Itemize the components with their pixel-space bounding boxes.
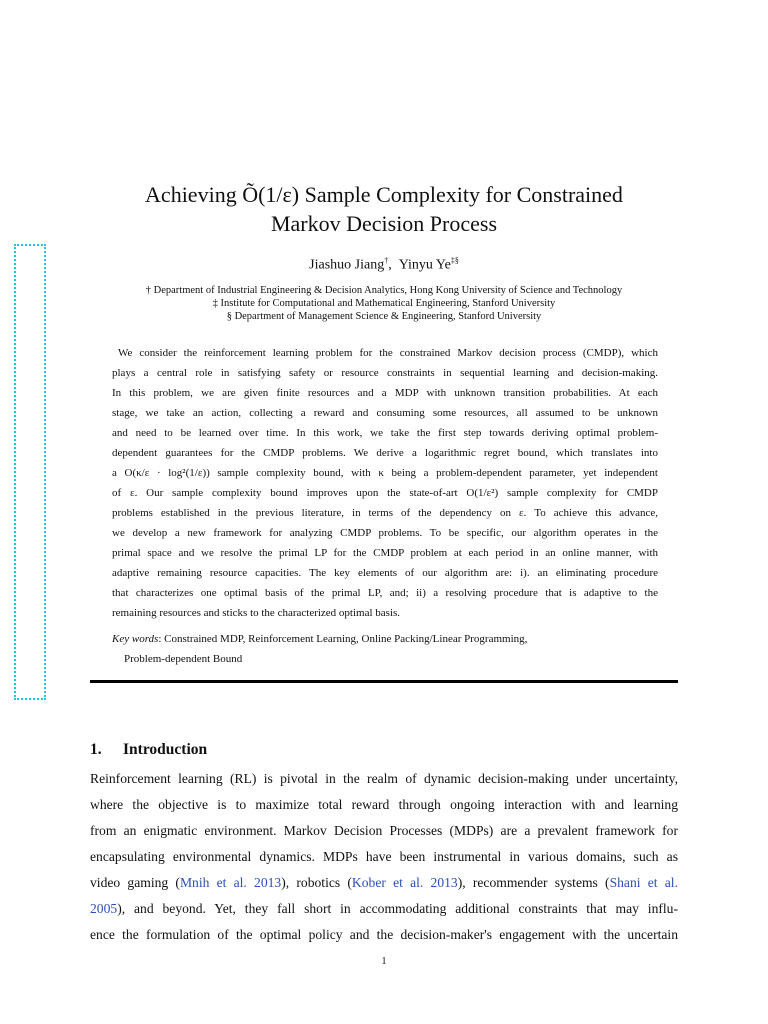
author-mark: ‡§ [450,256,459,265]
page-number: 1 [381,956,387,967]
abstract-line: problems established in the previous literature, in terms of the dependency on ε. To achieve this advance, [112,507,658,519]
body-line: where the objective is to maximize total reward through ongoing interaction with and learning [90,797,678,812]
abstract [112,343,658,623]
keywords [112,629,672,669]
body-line [90,896,678,922]
citation-link[interactable]: Shani et al. [609,875,678,890]
abstract-line: primal space and we resolve the primal LP for the CMDP problem at each period in an online manner, with [112,547,658,559]
citation-link[interactable]: Mnih et al. 2013 [179,875,282,890]
abstract-line: that characterizes one optimal basis of the primal LP, and; ii) a resolving procedure that is adaptive to the [112,587,658,599]
abstract-line: plays a central role in satisfying safety or resource constraints in sequential learning and decision-making. [112,367,658,379]
author-name: Jiashuo Jiang [309,257,385,273]
author-name: Yinyu Ye [398,257,451,273]
abstract-line: dependent guarantees for the CMDP problems. We derive a logarithmic regret bound, which translates into [112,447,658,459]
keywords-label: Key words [112,633,159,645]
introduction-body [90,766,678,948]
section-divider [90,680,678,683]
margin-frame [14,244,46,700]
abstract-line: of ε. Our sample complexity bound improves upon the state-of-art O(1/ε²) sample complexity for CMDP [112,487,658,499]
abstract-line: a O(κ/ε · log²(1/ε)) sample complexity bound, with κ being a problem-dependent parameter, yet independent [112,467,658,479]
abstract-line: We consider the reinforcement learning problem for the constrained Markov decision process (CMDP), which [118,347,658,359]
section-number: 1. [90,741,102,758]
affiliation-line: ‡ Institute for Computational and Mathematical Engineering, Stanford University [212,298,556,309]
abstract-line: adaptive remaining resource capacities. The key elements of our algorithm are: i). an eliminating procedure [112,567,658,579]
keywords-text: Problem-dependent Bound [124,653,243,665]
body-text: ), and beyond. Yet, they fall short in accommodating additional constraints that may influ- [117,901,678,916]
body-text: ), robotics ( [281,875,352,890]
body-line: Reinforcement learning (RL) is pivotal in the realm of dynamic decision-making under uncertainty, [90,771,678,786]
body-line: from an enigmatic environment. Markov Decision Processes (MDPs) are a prevalent framework for [90,823,678,838]
body-text: ), recommender systems ( [457,875,610,890]
citation-link[interactable]: Kober et al. 2013 [351,875,458,890]
abstract-line: In this problem, we are given finite resources and a MDP with unknown transition probabilities. At each [112,387,658,399]
section-heading [90,741,207,759]
affiliations [90,284,678,323]
author-list [90,256,678,274]
title-line-1: Achieving Õ(1/ε) Sample Complexity for Constrained [145,182,623,207]
section-title: Introduction [123,741,208,758]
body-line [90,870,678,896]
affiliation-line: § Department of Management Science & Engineering, Stanford University [226,311,542,322]
abstract-line: stage, we take an action, collecting a reward and consuming some resources, all assumed to be unknown [112,407,658,419]
abstract-line: remaining resources and sticks to the characterized optimal basis. [112,607,401,619]
abstract-line: and need to be learned over time. In this work, we take the first step towards deriving optimal problem- [112,427,658,439]
author-mark: † [384,256,389,265]
author-separator: , [388,257,392,273]
abstract-line: we develop a new framework for analyzing CMDP problems. To be specific, our algorithm operates in the [112,527,658,539]
body-line: encapsulating environmental dynamics. MDPs have been instrumental in various domains, such as [90,849,678,864]
paper-title [90,180,678,238]
title-line-2: Markov Decision Process [270,211,498,236]
body-line: ence the formulation of the optimal policy and the decision-maker's engagement with the uncertain [90,927,678,942]
affiliation-line: † Department of Industrial Engineering & Decision Analytics, Hong Kong University of Science and Technology [145,285,623,296]
citation-link[interactable]: 2005 [90,901,118,916]
keywords-text: : Constrained MDP, Reinforcement Learning, Online Packing/Linear Programming, [158,633,528,645]
body-text: video gaming ( [90,875,180,890]
